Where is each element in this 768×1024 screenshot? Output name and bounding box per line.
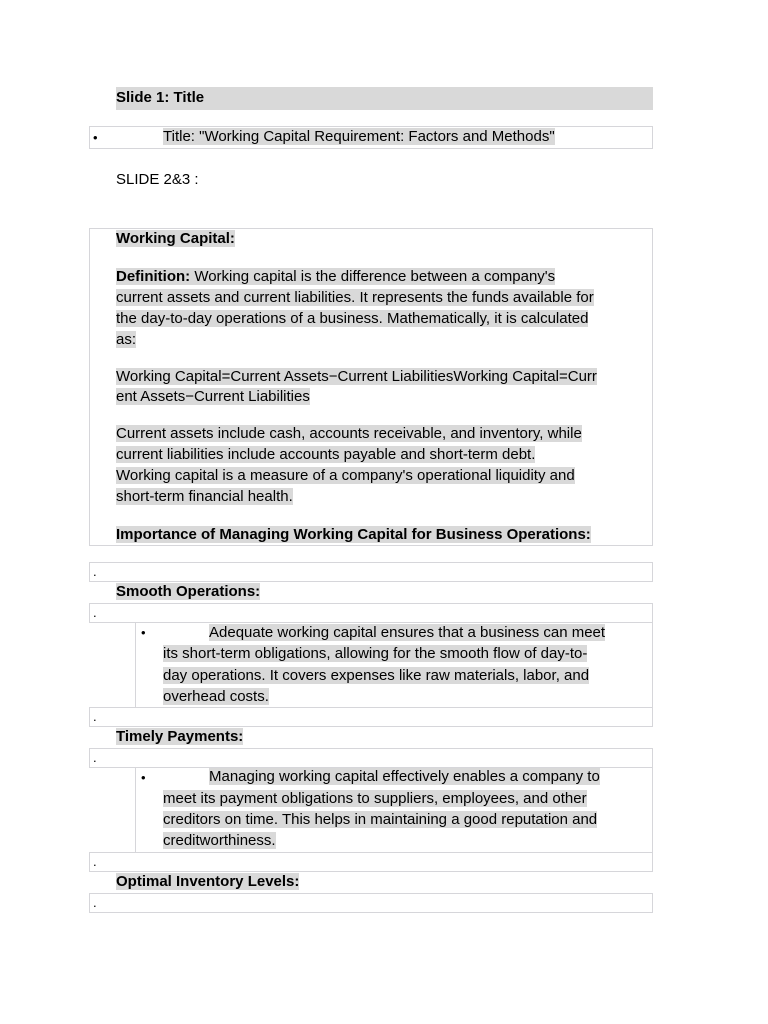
definition-line: as:: [116, 331, 137, 348]
slide23-heading: SLIDE 2&3 :: [116, 171, 199, 188]
list-bullet: •: [141, 625, 146, 640]
bullet-line: its short-term obligations, allowing for the smooth flow of day-to-: [163, 645, 588, 662]
bullet-line: overhead costs.: [163, 688, 269, 705]
bullet-line: Managing working capital effectively enables a company to: [209, 768, 600, 785]
bullet-line: creditors on time. This helps in maintaining a good reputation and: [163, 811, 598, 828]
row-marker: .: [93, 895, 97, 910]
bullet-line: meet its payment obligations to suppliers, employees, and other: [163, 790, 587, 807]
current-assets-line: short-term financial health.: [116, 488, 293, 505]
row-marker: .: [93, 854, 97, 869]
current-assets-line: Working capital is a measure of a company's operational liquidity and: [116, 467, 575, 484]
current-assets-line: current liabilities include accounts payable and short-term debt.: [116, 446, 536, 463]
empty-row: [89, 748, 653, 768]
title-item-bullet: •: [93, 130, 98, 145]
current-assets-line: Current assets include cash, accounts receivable, and inventory, while: [116, 425, 582, 442]
list-bullet: •: [141, 770, 146, 785]
row-marker: .: [93, 750, 97, 765]
formula-line: ent Assets−Current Liabilities: [116, 388, 310, 405]
row-marker: .: [93, 564, 97, 579]
definition-line: the day-to-day operations of a business. Mathematically, it is calculated: [116, 310, 589, 327]
bullet-line: day operations. It covers expenses like raw materials, labor, and: [163, 667, 590, 684]
empty-row: [89, 852, 653, 872]
importance-heading: Importance of Managing Working Capital for Business Operations:: [116, 526, 591, 543]
section-heading: Optimal Inventory Levels:: [116, 873, 300, 890]
bullet-line: Adequate working capital ensures that a business can meet: [209, 624, 606, 641]
empty-row: [89, 893, 653, 913]
row-marker: .: [93, 709, 97, 724]
section-heading: Timely Payments:: [116, 728, 244, 745]
formula-line: Working Capital=Current Assets−Current LiabilitiesWorking Capital=Curr: [116, 368, 597, 385]
section-heading: Smooth Operations:: [116, 583, 261, 600]
slide1-heading: Slide 1: Title: [116, 89, 205, 106]
empty-row: [89, 562, 653, 582]
bullet-line: creditworthiness.: [163, 832, 276, 849]
empty-row: [89, 707, 653, 727]
definition-line: Definition: Working capital is the difference between a company's: [116, 268, 556, 285]
definition-line: current assets and current liabilities. It represents the funds available for: [116, 289, 594, 306]
working-capital-heading: Working Capital:: [116, 230, 235, 247]
empty-row: [89, 603, 653, 623]
title-item-text: Title: "Working Capital Requirement: Factors and Methods": [163, 128, 555, 145]
row-marker: .: [93, 605, 97, 620]
